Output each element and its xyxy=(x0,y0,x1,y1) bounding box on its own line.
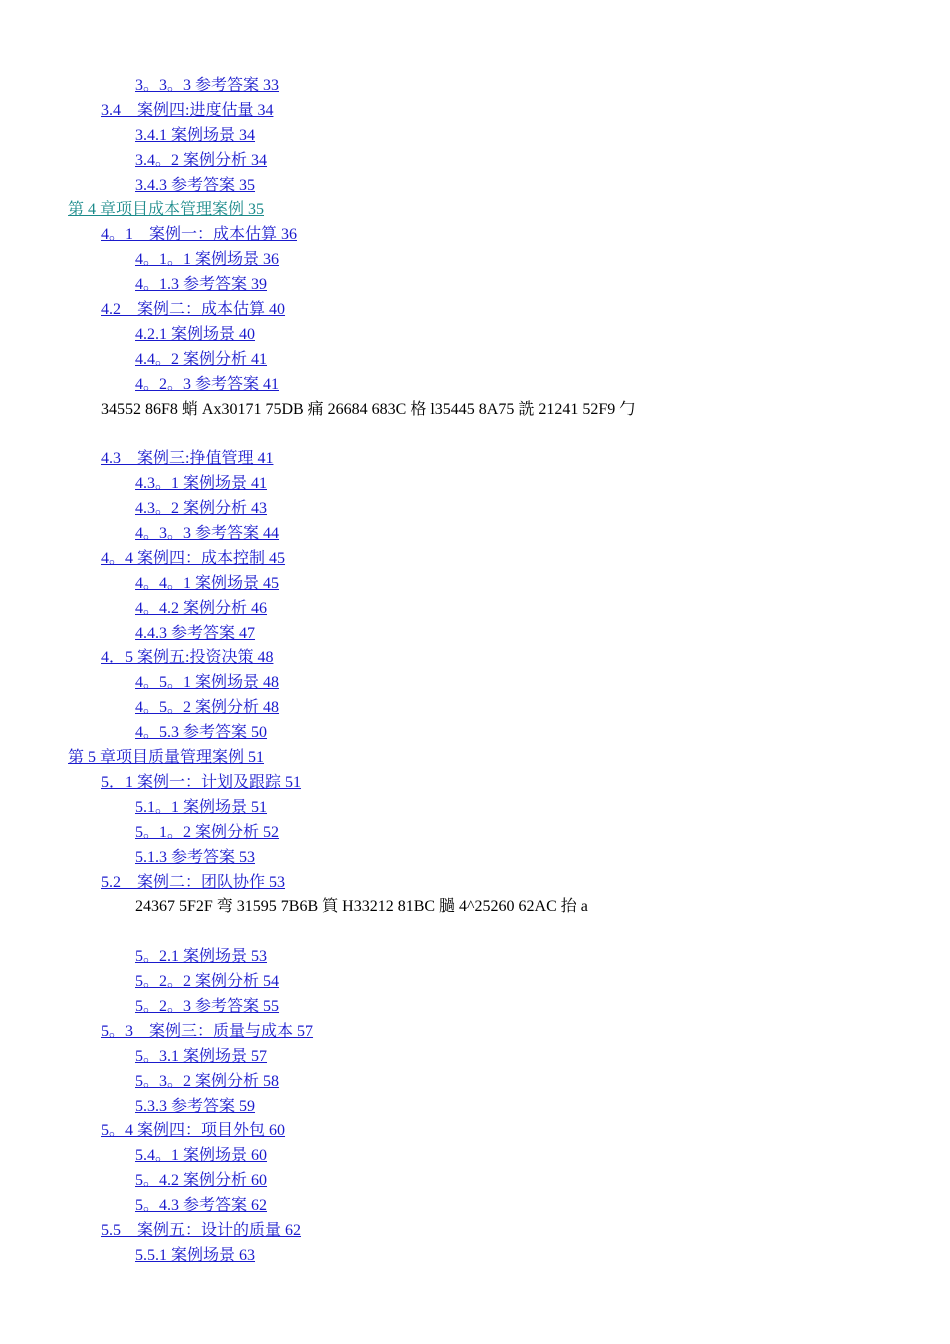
toc-chapter-entry xyxy=(0,746,950,771)
toc-link[interactable]: 5．1 案例一：计划及跟踪 51 xyxy=(101,773,302,791)
toc-section-entry xyxy=(0,547,950,572)
toc-link[interactable]: 4.2 案例二：成本估算 40 xyxy=(101,301,286,319)
toc-link[interactable]: 4.4.3 参考答案 47 xyxy=(135,624,256,642)
toc-section-entry xyxy=(0,871,950,896)
toc-link[interactable]: 5。3 案例三：质量与成本 57 xyxy=(101,1022,314,1040)
toc-section-entry xyxy=(0,298,950,323)
toc-link[interactable]: 4.2.1 案例场景 40 xyxy=(135,325,256,343)
toc-link[interactable]: 4。5.3 参考答案 50 xyxy=(135,724,268,742)
toc-link[interactable]: 5.5.1 案例场景 63 xyxy=(135,1246,256,1264)
toc-link[interactable]: 5。2。3 参考答案 55 xyxy=(135,997,280,1015)
toc-link[interactable]: 5。4.3 参考答案 62 xyxy=(135,1197,268,1215)
toc-subsection-entry xyxy=(0,323,950,348)
toc-link[interactable]: 5。4 案例四：项目外包 60 xyxy=(101,1122,286,1140)
toc-link[interactable]: 4。1.3 参考答案 39 xyxy=(135,276,268,294)
stray-text: 24367 5F2F 弯 31595 7B6B 筫 H33212 81BC 膼 4^25260 62AC 抬 a xyxy=(135,898,588,916)
blank-line xyxy=(0,920,950,945)
toc-subsection-entry xyxy=(0,821,950,846)
toc-subsection-entry xyxy=(0,945,950,970)
toc-link[interactable]: 4。2。3 参考答案 41 xyxy=(135,375,280,393)
toc-subsection-entry xyxy=(0,1194,950,1219)
toc-link[interactable]: 3。3。3 参考答案 33 xyxy=(135,77,280,94)
toc-link[interactable]: 3.4.3 参考答案 35 xyxy=(135,176,256,194)
toc-section-entry xyxy=(0,1020,950,1045)
toc-subsection-entry xyxy=(0,970,950,995)
toc-link[interactable]: 4。4.2 案例分析 46 xyxy=(135,599,268,617)
toc-link[interactable]: 5.5 案例五：设计的质量 62 xyxy=(101,1221,302,1239)
toc-link[interactable]: 4.3。1 案例场景 41 xyxy=(135,475,268,493)
toc-link[interactable]: 5。4.2 案例分析 60 xyxy=(135,1172,268,1190)
toc-section-entry xyxy=(0,1119,950,1144)
toc-link[interactable]: 第 5 章项目质量管理案例 51 xyxy=(68,749,265,767)
toc-link[interactable]: 3.4。2 案例分析 34 xyxy=(135,151,268,169)
toc-subsection-entry xyxy=(0,348,950,373)
toc-section-entry xyxy=(0,223,950,248)
toc-link[interactable]: 5.1.3 参考答案 53 xyxy=(135,848,256,866)
toc-link[interactable]: 4。1 案例一：成本估算 36 xyxy=(101,226,298,244)
toc-link[interactable]: 3.4.1 案例场景 34 xyxy=(135,126,256,144)
toc-link[interactable]: 5.4。1 案例场景 60 xyxy=(135,1147,268,1165)
table-of-contents xyxy=(0,74,950,1269)
toc-link[interactable]: 5。1。2 案例分析 52 xyxy=(135,823,280,841)
toc-section-entry xyxy=(0,771,950,796)
toc-subsection-entry xyxy=(0,1045,950,1070)
toc-subsection-entry xyxy=(0,1169,950,1194)
toc-subsection-entry xyxy=(0,597,950,622)
toc-subsection-entry xyxy=(0,174,950,199)
toc-stray-text-line xyxy=(0,398,950,423)
toc-subsection-entry xyxy=(0,721,950,746)
toc-section-entry xyxy=(0,646,950,671)
toc-link[interactable]: 3.4 案例四:进度估量 34 xyxy=(101,101,274,119)
blank-line xyxy=(0,422,950,447)
toc-section-entry xyxy=(0,1219,950,1244)
toc-subsection-entry xyxy=(0,1144,950,1169)
toc-subsection-entry xyxy=(0,1244,950,1269)
toc-link[interactable]: 4.4。2 案例分析 41 xyxy=(135,350,268,368)
toc-stray-text-line xyxy=(0,895,950,920)
toc-section-entry xyxy=(0,447,950,472)
toc-link[interactable]: 4。1。1 案例场景 36 xyxy=(135,251,280,269)
toc-subsection-entry xyxy=(0,622,950,647)
toc-subsection-entry xyxy=(0,995,950,1020)
toc-subsection-entry xyxy=(0,846,950,871)
toc-link[interactable]: 5。3.1 案例场景 57 xyxy=(135,1047,268,1065)
toc-subsection-entry xyxy=(0,696,950,721)
toc-subsection-entry xyxy=(0,273,950,298)
toc-subsection-entry xyxy=(0,472,950,497)
toc-subsection-entry xyxy=(0,149,950,174)
toc-link[interactable]: 4。5。1 案例场景 48 xyxy=(135,674,280,692)
toc-link[interactable]: 4。4 案例四：成本控制 45 xyxy=(101,549,286,567)
toc-subsection-entry xyxy=(0,796,950,821)
toc-subsection-entry xyxy=(0,1095,950,1120)
toc-subsection-entry xyxy=(0,373,950,398)
toc-subsection-entry xyxy=(0,248,950,273)
toc-link[interactable]: 4。3。3 参考答案 44 xyxy=(135,525,280,543)
toc-subsection-entry xyxy=(0,74,950,99)
toc-subsection-entry xyxy=(0,497,950,522)
toc-link[interactable]: 4。4。1 案例场景 45 xyxy=(135,574,280,592)
toc-link[interactable]: 5。2.1 案例场景 53 xyxy=(135,948,268,966)
toc-link[interactable]: 5.1。1 案例场景 51 xyxy=(135,798,268,816)
toc-subsection-entry xyxy=(0,1070,950,1095)
toc-subsection-entry xyxy=(0,124,950,149)
toc-subsection-entry xyxy=(0,522,950,547)
toc-link[interactable]: 第 4 章项目成本管理案例 35 xyxy=(68,201,265,219)
toc-link[interactable]: 4．5 案例五:投资决策 48 xyxy=(101,649,274,667)
toc-subsection-entry xyxy=(0,572,950,597)
toc-link[interactable]: 4。5。2 案例分析 48 xyxy=(135,699,280,717)
toc-link[interactable]: 5.2 案例二：团队协作 53 xyxy=(101,873,286,891)
toc-link[interactable]: 4.3。2 案例分析 43 xyxy=(135,500,268,518)
stray-text: 34552 86F8 蛸 Ax30171 75DB 痛 26684 683C 格 l35445 8A75 詵 21241 52F9 勹 xyxy=(101,400,636,418)
toc-link[interactable]: 5。2。2 案例分析 54 xyxy=(135,973,280,991)
toc-chapter-entry xyxy=(0,198,950,223)
toc-link[interactable]: 5.3.3 参考答案 59 xyxy=(135,1097,256,1115)
toc-link[interactable]: 5。3。2 案例分析 58 xyxy=(135,1072,280,1090)
toc-link[interactable]: 4.3 案例三:挣值管理 41 xyxy=(101,450,274,468)
toc-subsection-entry xyxy=(0,671,950,696)
toc-section-entry xyxy=(0,99,950,124)
